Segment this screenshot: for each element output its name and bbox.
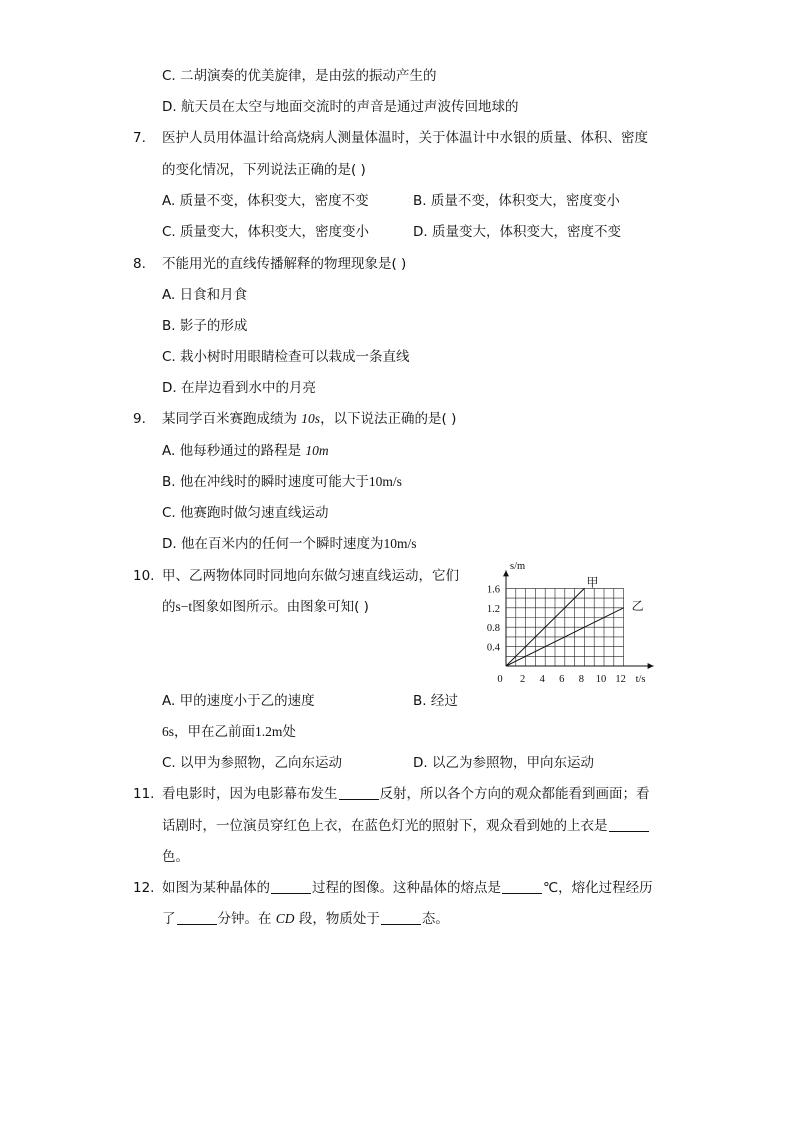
x-tick-label: 0 xyxy=(497,674,503,685)
q10-option-d: D. 以乙为参照物，甲向东运动 xyxy=(413,755,594,771)
y-axis-label: s/m xyxy=(510,561,526,572)
q10-stem-line1: 甲、乙两物体同时同地向东做匀速直线运动，它们 xyxy=(162,568,459,584)
q10-option-a: A. 甲的速度小于乙的速度 xyxy=(162,693,315,709)
q11-line1-pre: 看电影时，因为电影幕布发生 xyxy=(162,786,338,802)
q7-option-c: C. 质量变大，体积变大，密度变小 xyxy=(162,224,370,240)
q9-option-a xyxy=(162,442,329,460)
st-graph xyxy=(476,556,666,688)
series-label: 乙 xyxy=(631,598,644,613)
q10-stem-st: s−t xyxy=(175,599,193,614)
q9-option-b xyxy=(162,473,402,491)
q12-line1 xyxy=(162,879,653,897)
q12-line2-b: 分钟。在 xyxy=(217,911,276,927)
q12-blank-3[interactable] xyxy=(177,910,217,925)
q12-line1-c: ℃，熔化过程经历 xyxy=(543,880,653,896)
q12-line2 xyxy=(162,910,449,928)
q8-stem: 不能用光的直线传播解释的物理现象是( ) xyxy=(162,256,407,272)
q9-option-a-value: 10m xyxy=(305,443,329,458)
q11-number: 11. xyxy=(133,786,155,802)
q9-number: 9. xyxy=(133,411,146,427)
q11-line1-post: 反射，所以各个方向的观众都能看到画面；看 xyxy=(379,786,650,802)
q8-number: 8. xyxy=(133,256,146,272)
q12-line1-a: 如图为某种晶体的 xyxy=(162,880,270,896)
q8-option-d: D. 在岸边看到水中的月亮 xyxy=(162,380,316,396)
q9-stem-value: 10s xyxy=(301,411,321,426)
x-tick-labels xyxy=(497,674,625,685)
q12-line2-d: 态。 xyxy=(421,911,449,927)
y-tick-label: 0.8 xyxy=(486,623,500,635)
q12-line2-c: 段，物质处于 xyxy=(294,911,380,927)
q9-option-b-text: B. 他在冲线时的瞬时速度可能大于 xyxy=(162,474,369,490)
q12-line2-a: 了 xyxy=(162,911,176,927)
q9-stem-pre: 某同学百米赛跑成绩为 xyxy=(162,411,302,427)
q11-line1 xyxy=(162,785,650,803)
q12-number: 12. xyxy=(133,880,155,896)
q7-number: 7. xyxy=(133,130,146,146)
q12-blank-4[interactable] xyxy=(381,910,421,925)
y-tick-label: 1.6 xyxy=(486,584,500,596)
q12-blank-2[interactable] xyxy=(502,879,542,894)
q9-option-d-value: 10m/s xyxy=(383,536,417,551)
q9-stem xyxy=(162,410,456,428)
q10-option-b-time: 6s xyxy=(162,724,175,739)
q8-option-a: A. 日食和月食 xyxy=(162,287,248,303)
q7-stem-line1: 医护人员用体温计给高烧病人测量体温时，关于体温计中水银的质量、体积、密度 xyxy=(162,130,648,146)
graph-grid xyxy=(506,588,624,666)
q8-option-c: C. 栽小树时用眼睛检查可以栽成一条直线 xyxy=(162,349,410,365)
q11-blank-1[interactable] xyxy=(339,785,379,800)
q12-blank-1[interactable] xyxy=(271,879,311,894)
x-tick-label: 6 xyxy=(559,674,565,685)
q10-option-b-continued xyxy=(162,723,296,741)
q10-number: 10. xyxy=(133,568,155,584)
q9-option-d xyxy=(162,535,417,553)
q10-option-b-mid: ，甲在乙前面 xyxy=(174,724,256,740)
x-tick-label: 10 xyxy=(595,674,607,685)
x-axis-label: t/s xyxy=(635,674,646,685)
q11-line3: 色。 xyxy=(162,849,189,865)
q7-stem-line2: 的变化情况，下列说法正确的是( ) xyxy=(162,162,366,178)
y-tick-labels xyxy=(487,584,501,653)
series-labels xyxy=(586,575,643,612)
q7-option-b: B. 质量不变，体积变大，密度变小 xyxy=(413,193,620,209)
x-tick-label: 8 xyxy=(578,674,585,685)
q10-option-b-distance: 1.2m xyxy=(255,724,283,739)
y-tick-label: 0.4 xyxy=(486,642,500,654)
q8-option-b: B. 影子的形成 xyxy=(162,318,248,334)
q11-line2 xyxy=(162,817,650,835)
x-tick-label: 2 xyxy=(519,674,526,685)
q10-stem-line2-c: 图象如图所示。由图象可知( ) xyxy=(192,599,369,615)
q11-line2-pre: 话剧时，一位演员穿红色上衣，在蓝色灯光的照射下，观众看到她的上衣是 xyxy=(162,818,608,834)
series-label: 甲 xyxy=(586,575,599,590)
q9-option-d-text: D. 他在百米内的任何一个瞬时速度为 xyxy=(162,536,384,552)
q7-option-d: D. 质量变大，体积变大，密度不变 xyxy=(413,224,621,240)
x-tick-label: 12 xyxy=(615,674,626,685)
q11-blank-2[interactable] xyxy=(609,817,649,832)
q12-line1-b: 过程的图像。这种晶体的熔点是 xyxy=(312,880,501,896)
q9-option-b-value: 10m/s xyxy=(368,474,402,489)
q12-segment-cd: CD xyxy=(275,911,295,926)
q10-stem-line2-a: 的 xyxy=(162,599,176,615)
q9-option-c: C. 他赛跑时做匀速直线运动 xyxy=(162,505,329,521)
q10-stem-line2 xyxy=(162,598,369,616)
x-tick-label: 4 xyxy=(539,674,545,685)
q6-option-d: D. 航天员在太空与地面交流时的声音是通过声波传回地球的 xyxy=(162,99,519,115)
q10-option-b-post: 处 xyxy=(282,724,296,740)
q10-option-c: C. 以甲为参照物，乙向东运动 xyxy=(162,755,343,771)
q10-option-b: B. 经过 xyxy=(413,693,458,709)
q9-stem-post: ，以下说法正确的是( ) xyxy=(320,411,457,427)
q9-option-a-text: A. 他每秒通过的路程是 xyxy=(162,443,306,459)
y-tick-label: 1.2 xyxy=(486,603,500,615)
q7-option-a: A. 质量不变，体积变大，密度不变 xyxy=(162,193,369,209)
q6-option-c: C. 二胡演奏的优美旋律，是由弦的振动产生的 xyxy=(162,68,437,84)
